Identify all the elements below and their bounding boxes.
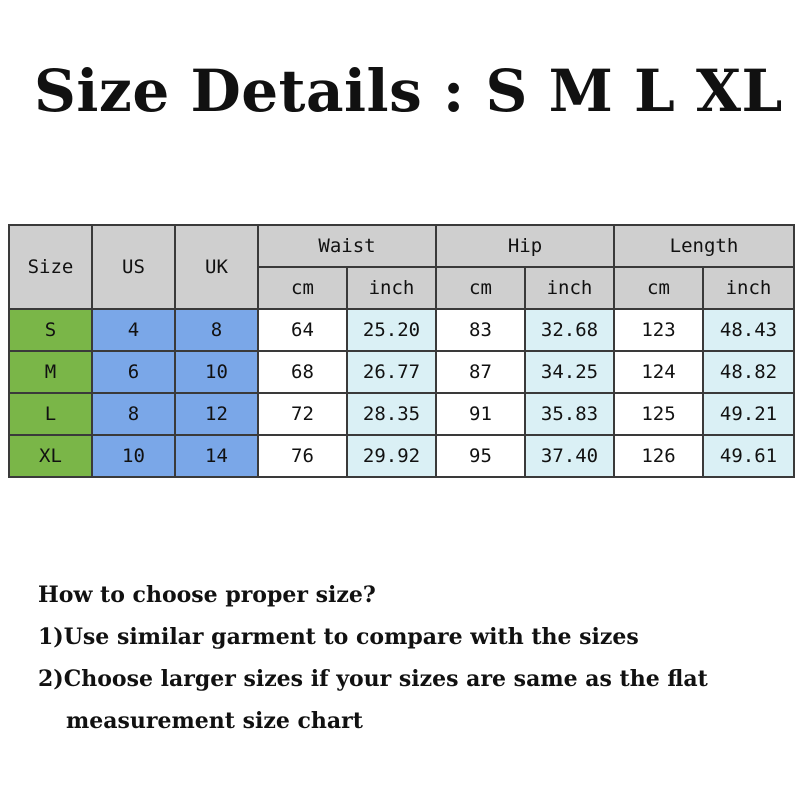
unit-waist-cm: cm: [258, 267, 347, 309]
cell-length-cm: 125: [614, 393, 703, 435]
cell-us: 10: [92, 435, 175, 477]
table-row: [9, 435, 794, 477]
cell-waist-inch: 29.92: [347, 435, 436, 477]
guide-heading: How to choose proper size?: [38, 582, 376, 608]
table-header-row: [9, 225, 794, 267]
unit-length-cm: cm: [614, 267, 703, 309]
unit-hip-cm: cm: [436, 267, 525, 309]
cell-hip-inch: 35.83: [525, 393, 614, 435]
cell-uk: 14: [175, 435, 258, 477]
cell-length-inch: 48.82: [703, 351, 794, 393]
cell-length-cm: 124: [614, 351, 703, 393]
size-table: [8, 224, 795, 478]
guide-step-2: 2)Choose larger sizes if your sizes are same as the flat: [38, 666, 708, 692]
cell-waist-cm: 76: [258, 435, 347, 477]
unit-hip-inch: inch: [525, 267, 614, 309]
cell-size: XL: [9, 435, 92, 477]
page-title: Size Details : S M L XL: [34, 57, 783, 125]
cell-us: 8: [92, 393, 175, 435]
table-row: [9, 309, 794, 351]
header-us: US: [92, 225, 175, 309]
cell-length-cm: 123: [614, 309, 703, 351]
guide-step-2-continued: measurement size chart: [66, 708, 363, 734]
cell-waist-inch: 25.20: [347, 309, 436, 351]
unit-waist-inch: inch: [347, 267, 436, 309]
cell-length-inch: 49.61: [703, 435, 794, 477]
guide-step-1: 1)Use similar garment to compare with the sizes: [38, 624, 639, 650]
cell-us: 4: [92, 309, 175, 351]
cell-waist-cm: 68: [258, 351, 347, 393]
cell-waist-cm: 64: [258, 309, 347, 351]
cell-hip-cm: 95: [436, 435, 525, 477]
cell-uk: 12: [175, 393, 258, 435]
cell-length-inch: 49.21: [703, 393, 794, 435]
header-length: Length: [614, 225, 794, 267]
cell-size: S: [9, 309, 92, 351]
cell-hip-cm: 83: [436, 309, 525, 351]
cell-waist-inch: 28.35: [347, 393, 436, 435]
cell-waist-inch: 26.77: [347, 351, 436, 393]
table-row: [9, 393, 794, 435]
cell-hip-inch: 34.25: [525, 351, 614, 393]
cell-uk: 8: [175, 309, 258, 351]
table-row: [9, 351, 794, 393]
cell-hip-inch: 37.40: [525, 435, 614, 477]
header-waist: Waist: [258, 225, 436, 267]
cell-us: 6: [92, 351, 175, 393]
cell-size: L: [9, 393, 92, 435]
cell-hip-cm: 91: [436, 393, 525, 435]
cell-hip-cm: 87: [436, 351, 525, 393]
header-hip: Hip: [436, 225, 614, 267]
cell-length-cm: 126: [614, 435, 703, 477]
cell-hip-inch: 32.68: [525, 309, 614, 351]
cell-uk: 10: [175, 351, 258, 393]
size-guide: [38, 574, 708, 742]
cell-size: M: [9, 351, 92, 393]
cell-length-inch: 48.43: [703, 309, 794, 351]
cell-waist-cm: 72: [258, 393, 347, 435]
header-size: Size: [9, 225, 92, 309]
header-uk: UK: [175, 225, 258, 309]
unit-length-inch: inch: [703, 267, 794, 309]
